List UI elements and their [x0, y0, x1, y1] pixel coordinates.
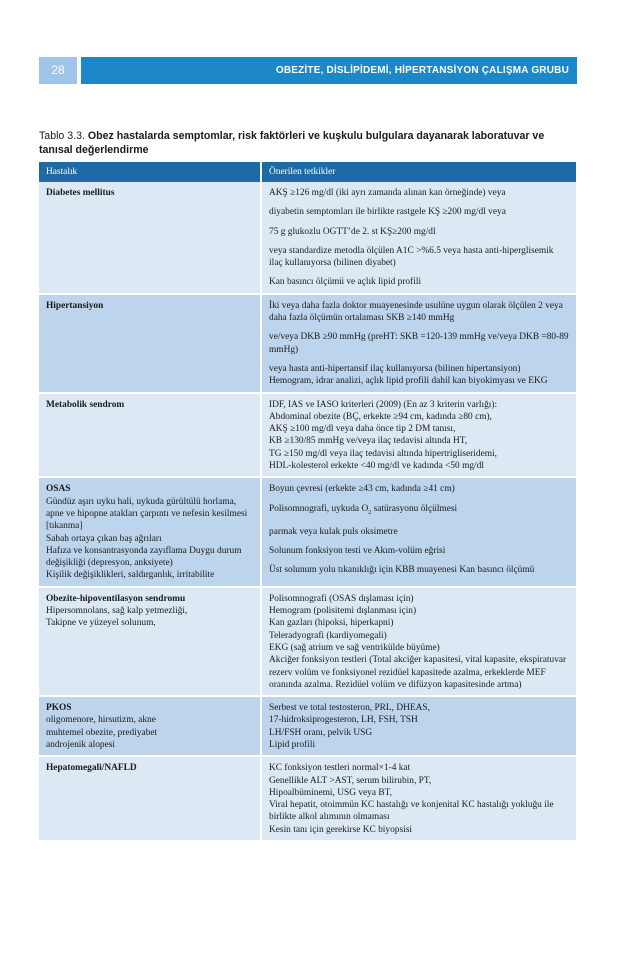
disease-detail: Kişilik değişiklikleri, saldırganlık, irritabilite: [46, 570, 215, 581]
disease-detail: Takipne ve yüzeyel solunum,: [46, 618, 156, 629]
disease-cell: [39, 182, 261, 294]
disease-detail: Hafıza ve konsantrasyonda zayıflama Duygu durum değişikliği (depresyon, anksiyete): [46, 545, 242, 569]
disease-detail: Hipersomnolans, sağ kalp yetmezliği,: [46, 606, 188, 617]
tests-cell: [261, 393, 577, 478]
test-item: Solunum fonksiyon testi ve Akım-volüm eğrisi: [269, 546, 446, 557]
test-item: diyabetin semptomları ile birlikte rastgele KŞ ≥200 mg/dl veya: [269, 207, 506, 218]
table-row: [39, 393, 577, 478]
disease-detail: Gündüz aşırı uyku hali, uykuda gürültülü horlama, apne ve hipopne atakları çarpıntı ve nefesin kesilmesi [tıkanma]: [46, 496, 248, 532]
page-number: 28: [39, 57, 77, 84]
disease-cell: [39, 696, 261, 756]
disease-cell: [39, 587, 261, 696]
disease-cell: [39, 477, 261, 586]
test-item: Polisomnografi, uykuda $O_2$ satürasyonu ölçülmesi: [269, 503, 458, 516]
disease-detail: muhtemel obezite, prediyabet: [46, 727, 158, 738]
test-item: 75 g glukozlu OGTT’de 2. st KŞ≥200 mg/dl: [269, 226, 436, 237]
tests-cell: [261, 477, 577, 586]
test-item: KC fonksiyon testleri normal×1-4 kat Genellikle ALT >AST, serum bilirubin, PT, Hipoalbüminemi, USG veya BT, Viral hepatit, otoimmün KC hastalığı ve konjenital KC hastalığı yokluğu ile birlikte alkol alımının olmaması Kesin tanı için gerekirse KC biyopsisi: [269, 763, 554, 835]
tests-cell: [261, 294, 577, 393]
disease-name: Hepatomegali/NAFLD: [46, 763, 137, 774]
disease-name: OSAS: [46, 484, 71, 495]
test-item: Üst solunum yolu tıkanıklığı için KBB muayenesi Kan basıncı ölçümü: [269, 565, 535, 576]
disease-name: Diabetes mellitus: [46, 188, 115, 198]
table-row: [39, 756, 577, 841]
table-label: Tablo 3.3.: [39, 130, 85, 142]
test-item: Serbest ve total testosteron, PRL, DHEAS, 17-hidroksiprogesteron, LH, FSH, TSH LH/FSH oranı, pelvik USG Lipid profili: [269, 703, 430, 750]
table-row: [39, 294, 577, 393]
disease-name: Metabolik sendrom: [46, 399, 125, 410]
tests-cell: [261, 696, 577, 756]
table-row: [39, 696, 577, 756]
column-header-tests: Önerilen tetkikler: [261, 162, 577, 182]
disease-name: PKOS: [46, 703, 72, 714]
table-title: Obez hastalarda semptomlar, risk faktörleri ve kuşkulu bulgulara dayanarak laboratuvar ve tanısal değerlendirme: [39, 130, 545, 156]
test-item: parmak veya kulak puls oksimetre: [269, 526, 398, 537]
test-item: AKŞ ≥126 mg/dl (iki ayrı zamanda alınan kan örneğinde) veya: [269, 188, 506, 198]
test-item: Kan basıncı ölçümü ve açlık lipid profili: [269, 277, 422, 288]
tests-cell: [261, 182, 577, 294]
test-item: İki veya daha fazla doktor muayenesinde usulüne uygun olarak ölçülen 2 veya daha fazla ölçümün ortalaması SKB ≥140 mmHg: [269, 300, 563, 324]
column-header-disease: Hastalık: [39, 162, 261, 182]
disease-name: Obezite-hipoventilasyon sendromu: [46, 593, 186, 604]
disease-detail: androjenik alopesi: [46, 739, 115, 750]
tests-cell: [261, 756, 577, 841]
table-row: [39, 182, 577, 294]
disease-cell: [39, 294, 261, 393]
disease-detail: Sabah ortaya çıkan baş ağrıları: [46, 533, 162, 544]
table-header-row: [39, 162, 577, 182]
test-item: Polisomnografi (OSAS dışlaması için) Hemogram (polisitemi dışlanması için) Kan gazları (hipoksi, hiperkapni) Teleradyografi (kardiyomegali) EKG (sağ atrium ve sağ ventrikülde büyüme) Akciğer fonksiyon testleri (Total akciğer kapasitesi, vital kapasite, ekspiratuvar rezerv volüm ve fonksiyonel rezidüel kapasitede azalma, erkeklerde MEF oranında azalma. Rezidüel volüm ve difüzyon kapasitesinde artma): [269, 593, 567, 690]
test-item: veya hasta anti-hipertansif ilaç kullanıyorsa (bilinen hipertansiyon) Hemogram, idrar analizi, açlık lipid profili dahil kan biyokimyası ve EKG: [269, 363, 548, 387]
tests-cell: [261, 587, 577, 696]
table-row: [39, 477, 577, 586]
table-row: [39, 587, 577, 696]
test-item: veya standardize metodla ölçülen A1C >%6.5 veya hasta anti-hiperglisemik ilaç kullanıyorsa (bilinen diyabet): [269, 245, 554, 269]
running-header: [39, 57, 577, 84]
test-item: ve/veya DKB ≥90 mmHg (preHT: SKB =120-139 mmHg ve/veya DKB =80-89 mmHg): [269, 332, 569, 355]
disease-detail: oligomenore, hirsutizm, akne: [46, 715, 156, 726]
test-item: Boyun çevresi (erkekte ≥43 cm, kadında ≥41 cm): [269, 484, 455, 495]
disease-name: Hipertansiyon: [46, 300, 104, 311]
running-title: OBEZİTE, DİSLİPİDEMİ, HİPERTANSİYON ÇALIŞMA GRUBU: [81, 57, 577, 84]
disease-cell: [39, 393, 261, 478]
disease-cell: [39, 756, 261, 841]
test-item: IDF, IAS ve IASO kriterleri (2009) (En az 3 kriterin varlığı): Abdominal obezite (BÇ, erkekte ≥94 cm, kadında ≥80 cm), AKŞ ≥100 mg/dl veya daha önce tip 2 DM tanısı, KB ≥130/85 mmHg ve/veya ilaç tedavisi altında HT, TG ≥150 mg/dl veya ilaç tedavisi altında hipertrigliseridemi, HDL-kolesterol erkekte <40 mg/dl ve kadında <50 mg/dl: [269, 399, 498, 472]
evaluation-table: [39, 162, 578, 842]
table-caption: [39, 129, 579, 157]
